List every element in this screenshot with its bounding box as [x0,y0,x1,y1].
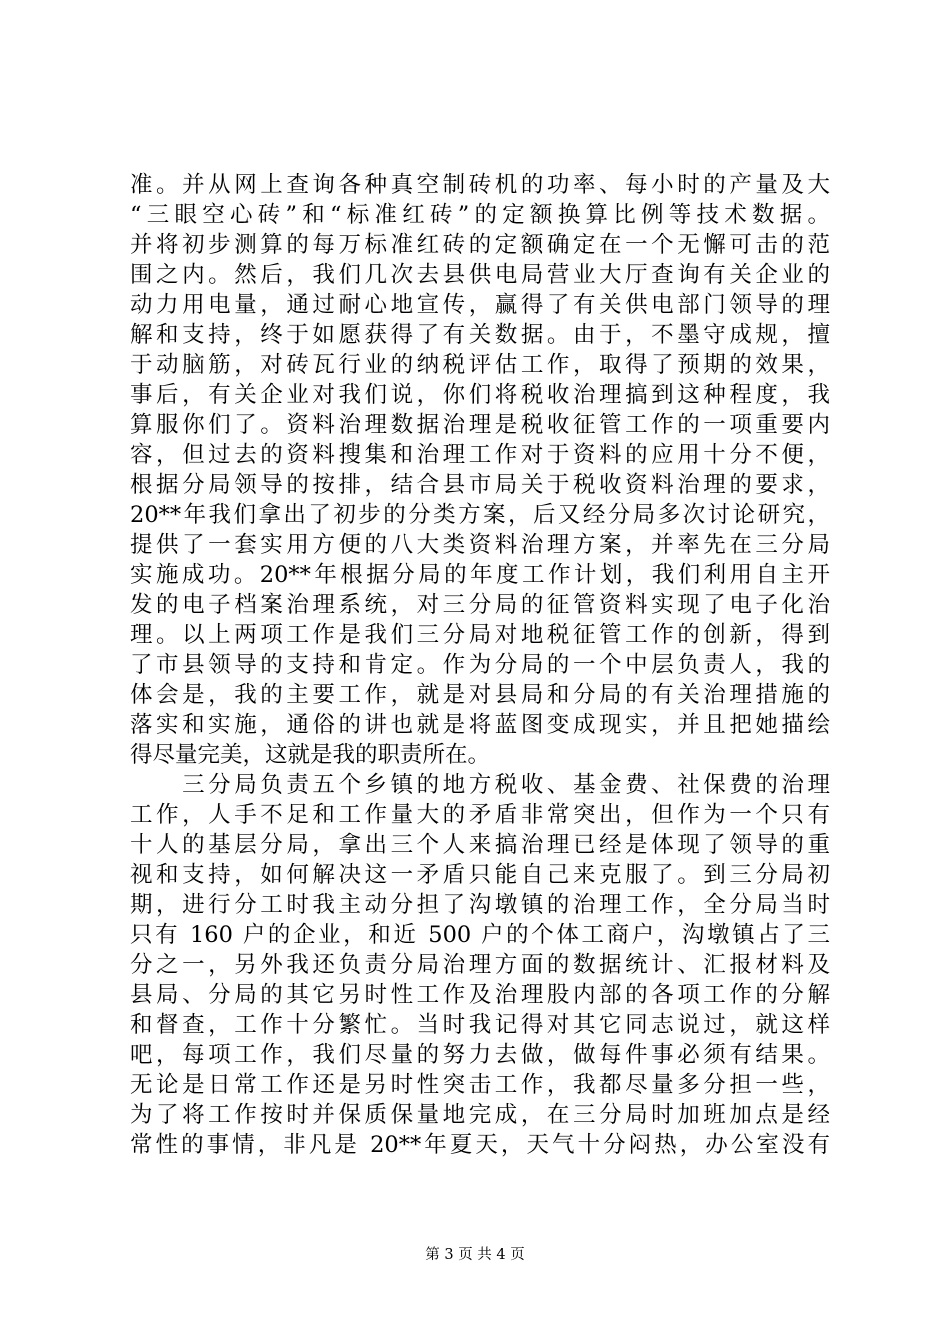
text-line: 落实和实施，通俗的讲也就是将蓝图变成现实，并且把她描绘 [130,712,830,738]
text-line: 动力用电量，通过耐心地宣传，赢得了有关供电部门领导的理 [130,292,830,318]
text-line: “三眼空心砖”和“标准红砖”的定额换算比例等技术数据。 [130,202,830,228]
text-line: 准。并从网上查询各种真空制砖机的功率、每小时的产量及大 [130,172,830,198]
text-line: 提供了一套实用方便的八大类资料治理方案，并率先在三分局 [130,532,830,558]
text-line: 和督查，工作十分繁忙。当时我记得对其它同志说过，就这样 [130,1012,830,1038]
page-footer: 第 3 页 共 4 页 [425,1247,525,1263]
text-line: 实施成功。20**年根据分局的年度工作计划，我们利用自主开 [130,562,830,588]
text-line: 视和支持，如何解决这一矛盾只能自己来克服了。到三分局初 [130,862,830,888]
text-line: 吧，每项工作，我们尽量的努力去做，做每件事必须有结果。 [130,1042,830,1068]
text-line: 并将初步测算的每万标准红砖的定额确定在一个无懈可击的范 [130,232,830,258]
text-line: 常性的事情，非凡是 20**年夏天，天气十分闷热，办公室没有 [130,1132,830,1158]
text-line: 工作，人手不足和工作量大的矛盾非常突出，但作为一个只有 [130,802,830,828]
text-line: 无论是日常工作还是另时性突击工作，我都尽量多分担一些， [130,1072,830,1098]
text-line: 期，进行分工时我主动分担了沟墩镇的治理工作，全分局当时 [130,892,830,918]
text-line: 解和支持，终于如愿获得了有关数据。由于，不墨守成规，擅 [130,322,830,348]
paragraph-2 [130,770,830,1160]
text-line: 事后，有关企业对我们说，你们将税收治理搞到这种程度，我 [130,382,830,408]
text-line: 了市县领导的支持和肯定。作为分局的一个中层负责人，我的 [130,652,830,678]
text-line: 三分局负责五个乡镇的地方税收、基金费、社保费的治理 [130,772,830,798]
text-line: 只有 160 户的企业，和近 500 户的个体工商户，沟墩镇占了三 [130,922,830,948]
text-line: 为了将工作按时并保质保量地完成，在三分局时加班加点是经 [130,1102,830,1128]
text-line: 十人的基层分局，拿出三个人来搞治理已经是体现了领导的重 [130,832,830,858]
text-line: 县局、分局的其它另时性工作及治理股内部的各项工作的分解 [130,982,830,1008]
text-line: 分之一，另外我还负责分局治理方面的数据统计、汇报材料及 [130,952,830,978]
paragraph-1 [130,170,830,770]
text-line: 体会是，我的主要工作，就是对县局和分局的有关治理措施的 [130,682,830,708]
document-body [130,170,830,1160]
text-line: 理。以上两项工作是我们三分局对地税征管工作的创新，得到 [130,622,830,648]
text-line: 围之内。然后，我们几次去县供电局营业大厅查询有关企业的 [130,262,830,288]
text-line: 于动脑筋，对砖瓦行业的纳税评估工作，取得了预期的效果， [130,352,830,378]
text-line: 20**年我们拿出了初步的分类方案，后又经分局多次讨论研究， [130,502,830,528]
text-line: 根据分局领导的按排，结合县市局关于税收资料治理的要求， [130,472,830,498]
text-line: 发的电子档案治理系统，对三分局的征管资料实现了电子化治 [130,592,830,618]
text-line: 得尽量完美，这就是我的职责所在。 [130,742,491,768]
text-line: 容，但过去的资料搜集和治理工作对于资料的应用十分不便， [130,442,830,468]
text-line: 算服你们了。资料治理数据治理是税收征管工作的一项重要内 [130,412,830,438]
